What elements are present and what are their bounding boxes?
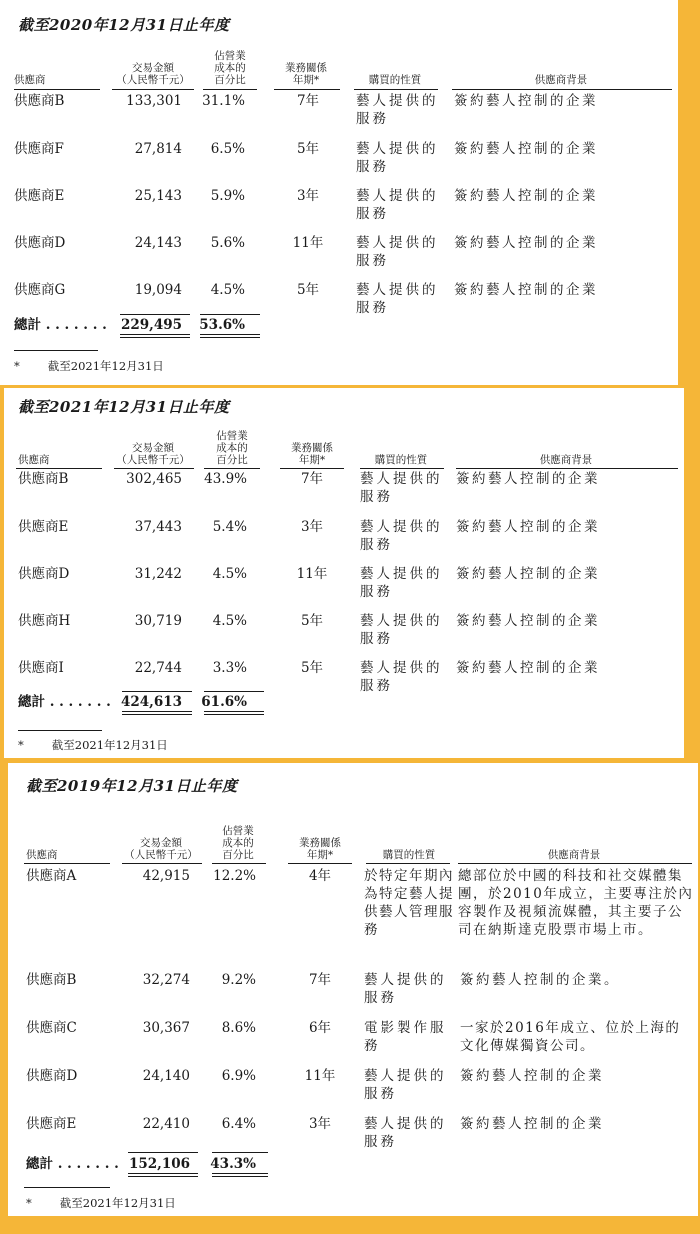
total-amount: 424,613 [120, 694, 182, 710]
amount: 31,242 [134, 566, 182, 582]
background: 總部位於中國的科技和社交媒體集團，於2010年成立，主要專注於內容製作及視頻流媒體，其主要子公司在納斯達克股票市場上市。 [458, 868, 694, 938]
supplier-name: 供應商D [14, 235, 66, 251]
nature: 藝人提供的服務 [356, 235, 439, 269]
header-years: 業務關係 年期* [291, 442, 333, 466]
footnote-rule [24, 1187, 110, 1188]
header-rule [360, 468, 444, 469]
header-rule [114, 468, 194, 469]
nature: 藝人提供的服務 [360, 566, 443, 600]
total-double-rule [128, 1173, 198, 1177]
total-amount: 229,495 [120, 317, 182, 333]
background: 簽約藝人控制的企業 [460, 1116, 604, 1132]
nature: 於特定年期內為特定藝人提供藝人管理服務 [364, 868, 454, 938]
background: 簽約藝人控制的企業 [456, 519, 600, 535]
footnote-mark: * [18, 738, 24, 752]
total-percent: 53.6% [199, 317, 245, 333]
total-label: 總計 . . . . . . . [14, 317, 107, 333]
background: 簽約藝人控制的企業 [456, 660, 600, 676]
header-rule [14, 89, 100, 90]
table-row [4, 612, 684, 660]
section-title: 截至2020年12月31日止年度 [18, 16, 230, 34]
nature: 藝人提供的服務 [360, 660, 443, 694]
years: 3年 [296, 188, 320, 204]
background: 簽約藝人控制的企業 [454, 188, 598, 204]
total-double-rule [122, 711, 192, 715]
supplier-name: 供應商D [26, 1068, 78, 1084]
footnote-rule [14, 350, 98, 351]
percent: 8.6% [221, 1020, 256, 1036]
nature: 藝人提供的服務 [356, 282, 439, 316]
background: 一家於2016年成立、位於上海的文化傳媒獨資公司。 [460, 1020, 681, 1054]
years: 5年 [296, 141, 320, 157]
years: 11年 [292, 235, 324, 251]
total-amount: 152,106 [128, 1156, 190, 1172]
header-rule [288, 863, 352, 864]
amount: 37,443 [134, 519, 182, 535]
subtotal-rule [204, 691, 264, 692]
header-rule [452, 89, 672, 90]
header-amount: 交易金額 （人民幣千元） [116, 442, 190, 466]
percent: 9.2% [221, 972, 256, 988]
background: 簽約藝人控制的企業 [454, 235, 598, 251]
supplier-name: 供應商B [18, 471, 69, 487]
header-rule [204, 468, 260, 469]
nature: 藝人提供的服務 [360, 519, 443, 553]
footnote [14, 358, 164, 374]
amount: 30,719 [134, 613, 182, 629]
total-double-rule [212, 1173, 268, 1177]
header-years: 業務關係 年期* [285, 62, 327, 86]
header-rule [122, 863, 202, 864]
table-row [8, 1019, 698, 1067]
header-rule [354, 89, 438, 90]
section-2021 [4, 388, 684, 758]
background: 簽約藝人控制的企業 [454, 141, 598, 157]
header-supplier: 供應商 [18, 454, 50, 466]
header-percent: 佔營業 成本的 百分比 [214, 50, 246, 86]
amount: 22,410 [142, 1116, 190, 1132]
amount: 30,367 [142, 1020, 190, 1036]
header-percent: 佔營業 成本的 百分比 [222, 825, 254, 861]
nature: 藝人提供的服務 [360, 613, 443, 647]
footnote-text: 截至2021年12月31日 [47, 359, 164, 373]
header-background: 供應商背景 [539, 454, 593, 466]
header-rule [203, 89, 257, 90]
supplier-name: 供應商D [18, 566, 70, 582]
nature: 藝人提供的服務 [364, 972, 447, 1006]
percent: 4.5% [212, 566, 247, 582]
supplier-name: 供應商E [14, 188, 65, 204]
header-amount: 交易金額 （人民幣千元） [116, 62, 190, 86]
years: 6年 [308, 1020, 332, 1036]
amount: 24,140 [142, 1068, 190, 1084]
background: 簽約藝人控制的企業。 [460, 972, 620, 988]
total-label: 總計 . . . . . . . [26, 1156, 119, 1172]
header-rule [16, 468, 102, 469]
years: 11年 [304, 1068, 336, 1084]
header-rule [458, 863, 692, 864]
table-row [4, 565, 684, 613]
nature: 藝人提供的服務 [356, 93, 439, 127]
header-years: 業務關係 年期* [299, 837, 341, 861]
percent: 4.5% [210, 282, 245, 298]
footnote-text: 截至2021年12月31日 [59, 1196, 176, 1210]
total-double-rule [200, 334, 260, 338]
amount: 19,094 [134, 282, 182, 298]
header-rule [212, 863, 266, 864]
amount: 25,143 [134, 188, 182, 204]
supplier-name: 供應商E [18, 519, 69, 535]
section-title: 截至2019年12月31日止年度 [26, 777, 238, 795]
subtotal-rule [200, 314, 260, 315]
years: 4年 [308, 868, 332, 884]
supplier-name: 供應商H [18, 613, 71, 629]
nature: 藝人提供的服務 [356, 141, 439, 175]
years: 3年 [300, 519, 324, 535]
subtotal-rule [128, 1152, 198, 1153]
supplier-name: 供應商B [14, 93, 65, 109]
total-double-rule [120, 334, 190, 338]
total-double-rule [204, 711, 264, 715]
section-2020 [0, 0, 678, 385]
percent: 5.6% [210, 235, 245, 251]
years: 5年 [300, 613, 324, 629]
table-row [0, 140, 678, 188]
percent: 43.9% [204, 471, 247, 487]
subtotal-rule [122, 691, 192, 692]
amount: 32,274 [142, 972, 190, 988]
years: 3年 [308, 1116, 332, 1132]
percent: 5.4% [212, 519, 247, 535]
footnote-mark: * [26, 1196, 32, 1210]
table-row [4, 470, 684, 518]
supplier-name: 供應商F [14, 141, 64, 157]
header-amount: 交易金額 （人民幣千元） [124, 837, 198, 861]
years: 5年 [300, 660, 324, 676]
subtotal-rule [212, 1152, 268, 1153]
supplier-name: 供應商I [18, 660, 64, 676]
total-label: 總計 . . . . . . . [18, 694, 111, 710]
footnote-text: 截至2021年12月31日 [51, 738, 168, 752]
subtotal-rule [120, 314, 190, 315]
section-2019 [8, 763, 698, 1216]
supplier-name: 供應商A [26, 868, 77, 884]
background: 簽約藝人控制的企業 [460, 1068, 604, 1084]
header-background: 供應商背景 [547, 849, 601, 861]
section-title: 截至2021年12月31日止年度 [18, 398, 230, 416]
header-rule [366, 863, 450, 864]
header-supplier: 供應商 [26, 849, 58, 861]
footnote-rule [18, 730, 102, 731]
background: 簽約藝人控制的企業 [454, 93, 598, 109]
amount: 22,744 [134, 660, 182, 676]
header-rule [24, 863, 110, 864]
footnote-mark: * [14, 359, 20, 373]
background: 簽約藝人控制的企業 [456, 566, 600, 582]
header-nature: 購買的性質 [382, 849, 436, 861]
header-nature: 購買的性質 [368, 74, 422, 86]
header-rule [280, 468, 344, 469]
table-row [8, 867, 698, 967]
background: 簽約藝人控制的企業 [454, 282, 598, 298]
years: 7年 [296, 93, 320, 109]
header-rule [112, 89, 194, 90]
percent: 3.3% [212, 660, 247, 676]
table-row [0, 92, 678, 140]
nature: 電影製作服務 [364, 1020, 447, 1054]
header-rule [456, 468, 678, 469]
amount: 302,465 [126, 471, 182, 487]
supplier-name: 供應商E [26, 1116, 77, 1132]
nature: 藝人提供的服務 [356, 188, 439, 222]
background: 簽約藝人控制的企業 [456, 613, 600, 629]
header-percent: 佔營業 成本的 百分比 [216, 430, 248, 466]
nature: 藝人提供的服務 [364, 1116, 447, 1150]
amount: 42,915 [142, 868, 190, 884]
percent: 31.1% [202, 93, 245, 109]
footnote [18, 737, 168, 753]
total-percent: 43.3% [210, 1156, 256, 1172]
header-supplier: 供應商 [14, 74, 46, 86]
total-percent: 61.6% [201, 694, 247, 710]
header-background: 供應商背景 [534, 74, 588, 86]
years: 11年 [296, 566, 328, 582]
years: 5年 [296, 282, 320, 298]
years: 7年 [300, 471, 324, 487]
amount: 27,814 [134, 141, 182, 157]
amount: 133,301 [126, 93, 182, 109]
background: 簽約藝人控制的企業 [456, 471, 600, 487]
table-row [8, 1067, 698, 1115]
table-row [0, 187, 678, 235]
supplier-name: 供應商B [26, 972, 77, 988]
table-row [8, 971, 698, 1019]
percent: 5.9% [210, 188, 245, 204]
percent: 6.9% [221, 1068, 256, 1084]
amount: 24,143 [134, 235, 182, 251]
nature: 藝人提供的服務 [364, 1068, 447, 1102]
table-row [0, 234, 678, 282]
footnote [26, 1195, 176, 1211]
percent: 6.5% [210, 141, 245, 157]
percent: 12.2% [213, 868, 256, 884]
years: 7年 [308, 972, 332, 988]
table-row [4, 518, 684, 566]
supplier-name: 供應商C [26, 1020, 77, 1036]
percent: 4.5% [212, 613, 247, 629]
percent: 6.4% [221, 1116, 256, 1132]
supplier-name: 供應商G [14, 282, 66, 298]
nature: 藝人提供的服務 [360, 471, 443, 505]
header-rule [274, 89, 340, 90]
header-nature: 購買的性質 [374, 454, 428, 466]
